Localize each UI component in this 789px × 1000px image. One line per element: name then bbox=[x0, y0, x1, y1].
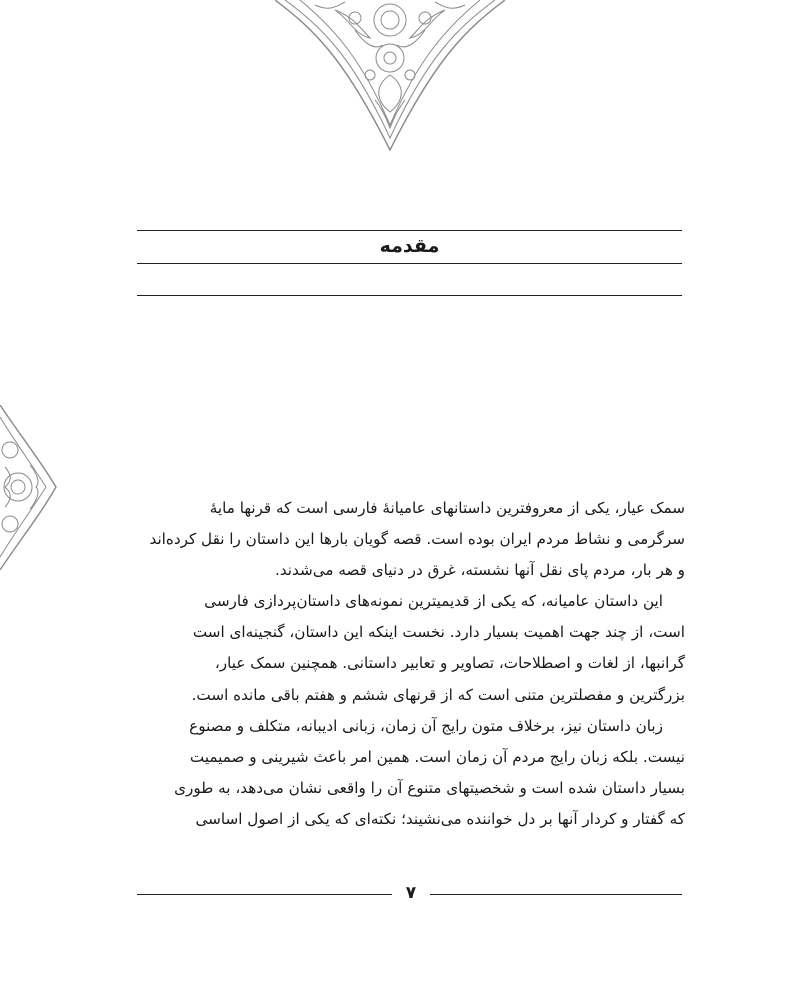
page-number: ۷ bbox=[405, 883, 417, 903]
text-line: این داستان عامیانه، که یکی از قدیمیترین نمونه‌های داستان‌پردازی فارسی bbox=[204, 592, 663, 611]
page-heading: مقدمه bbox=[379, 235, 440, 257]
text-line: سرگرمی و نشاط مردم ایران بوده است. قصه گویان بارها این داستان را نقل کرده‌اند bbox=[149, 530, 685, 549]
paragraph-1 bbox=[137, 493, 685, 586]
paragraph-3 bbox=[137, 711, 685, 835]
text-line: است، از چند جهت اهمیت بسیار دارد. نخست اینکه این داستان، گنجینه‌ای است bbox=[192, 623, 685, 642]
footer-rule-right bbox=[430, 894, 682, 895]
paragraph-2 bbox=[137, 586, 685, 710]
left-arabesque-ornament bbox=[0, 405, 58, 570]
heading-lower-rule bbox=[137, 295, 682, 296]
top-arabesque-ornament bbox=[275, 0, 505, 152]
footer-rule-left bbox=[137, 894, 392, 895]
heading-bottom-rule bbox=[137, 263, 682, 264]
text-line: که گفتار و کردار آنها بر دل خواننده می‌نشیند؛ نکته‌ای که یکی از اصول اساسی bbox=[195, 809, 685, 828]
text-line: گرانبها، از لغات و اصطلاحات، تصاویر و تعابیر داستانی. همچنین سمک عیار، bbox=[214, 654, 685, 673]
text-line: بسیار داستان شده است و شخصیتهای متنوع آن را واقعی نشان می‌دهد، به طوری bbox=[174, 778, 685, 797]
text-line: بزرگترین و مفصلترین متنی است که از قرنهای ششم و هفتم باقی مانده است. bbox=[191, 685, 685, 704]
text-line: زبان داستان نیز، برخلاف متون رایج آن زمان، زبانی ادیبانه، متکلف و مصنوع bbox=[189, 716, 663, 735]
text-line: و هر بار، مردم پای نقل آنها نشسته، غرق در دنیای قصه می‌شدند. bbox=[275, 561, 685, 580]
text-line: سمک عیار، یکی از معروفترین داستانهای عامیانهٔ فارسی است که قرنها مایهٔ bbox=[209, 499, 685, 517]
heading-top-rule bbox=[137, 230, 682, 231]
text-line: نیست. بلکه زبان رایج مردم آن زمان است. همین امر باعث شیرینی و صمیمیت bbox=[189, 747, 685, 766]
body-text bbox=[137, 493, 685, 835]
